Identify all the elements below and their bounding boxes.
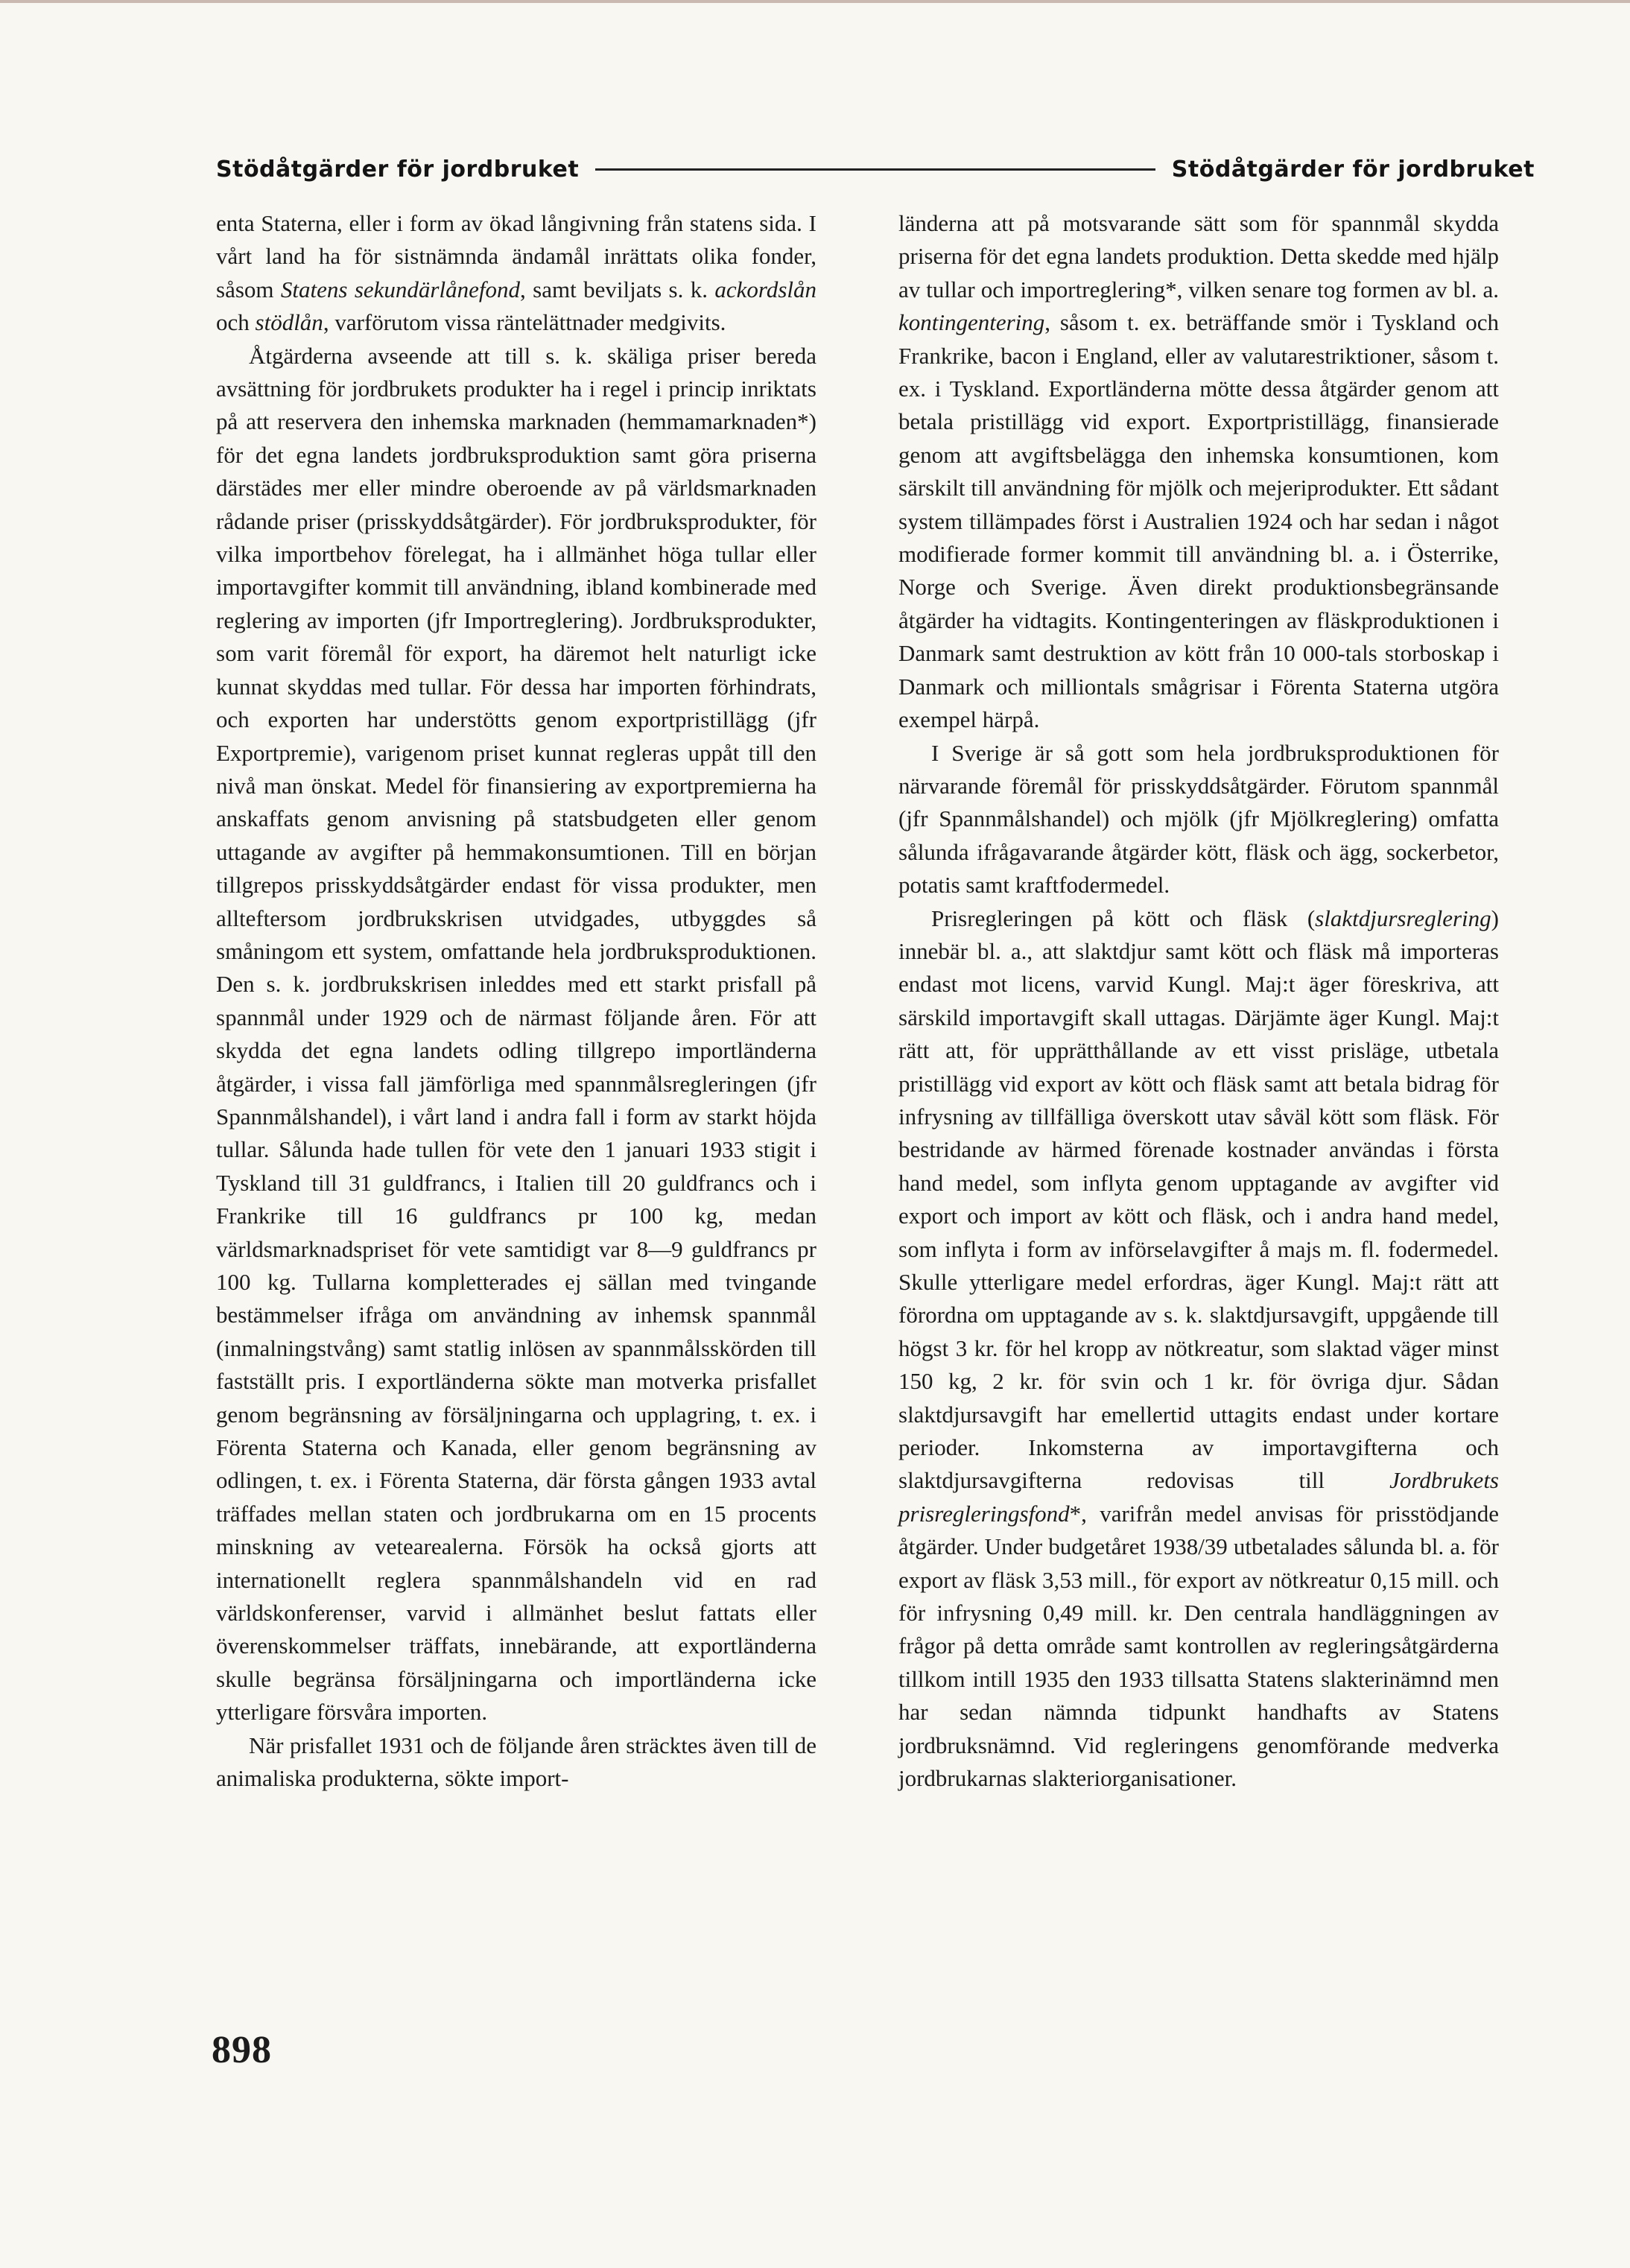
page-number: 898 [212, 2029, 272, 2071]
italic-term: stödlån [255, 309, 323, 336]
italic-term: Jordbrukets prisregleringsfond [898, 1467, 1499, 1527]
right-paragraph-2: I Sverige är så gott som hela jordbruksproduktionen för närvarande föremål för prisskyddsåtgärder. Förutom spannmål (jfr Spannmålshandel) och mjölk (jfr Mjölkreglering) omfatta sålunda ifrågavarande åtgärder kött, fläsk och ägg, sockerbetor, potatis samt kraftfodermedel. [898, 739, 1499, 899]
italic-term: Statens sekundärlånefond [280, 276, 520, 302]
left-column [216, 207, 816, 1796]
italic-term: slaktdjursreglering [1315, 905, 1491, 931]
header-rule [595, 168, 1155, 171]
left-paragraph-1: enta Staterna, eller i form av ökad långivning från statens sida. I vårt land ha för sistnämnda ändamål inrättats olika fonder, såsom Statens sekundärlånefond, samt beviljats s. k. ackordslån och stödlån, varförutom vissa räntelättnader medgivits. [216, 210, 817, 336]
page-top-edge [0, 0, 1630, 3]
left-paragraph-3: När prisfallet 1931 och de följande åren sträcktes även till de animaliska produkterna, sökte import- [216, 1732, 816, 1792]
header-title-left: Stödåtgärder för jordbruket [216, 156, 580, 183]
italic-term: kontingentering [898, 309, 1045, 336]
right-column [898, 207, 1499, 1796]
running-header [216, 149, 1535, 189]
left-paragraph-2: Åtgärderna avseende att till s. k. skäliga priser bereda avsättning för jordbrukets produkter ha i regel i princip inriktats på att reservera den inhemska marknaden (hemmamarknaden*) för det egna landets jordbruksproduktion samt göra priserna därstädes mer eller mindre oberoende av på världsmarknaden rådande priser (prisskyddsåtgärder). För jordbruksprodukter, för vilka importbehov förelegat, ha i allmänhet höga tullar eller importavgifter kommit till användning, ibland kombinerade med reglering av importen (jfr Importreglering). Jordbruksprodukter, som varit föremål för export, ha däremot helt naturligt icke kunnat skyddas med tullar. För dessa har importen förhindrats, och exporten har understötts genom exportpristillägg (jfr Exportpremie), varigenom priset kunnat regleras uppåt till den nivå man önskat. Medel för finansiering av exportpremierna ha anskaffats genom anvisning på statsbudgeten eller genom uttagande av avgifter på hemmakonsumtionen. Till en början tillgrepos prisskyddsåtgärder endast för vissa produkter, men allteftersom jordbrukskrisen utvidgades, utbyggdes så småningom ett system, omfattande hela jordbruksproduktionen. Den s. k. jordbrukskrisen inleddes med ett starkt prisfall på spannmål under 1929 och de närmast följande åren. För att skydda det egna landets odling tillgrepo importländerna åtgärder, i vissa fall jämförliga med spannmålsregleringen (jfr Spannmålshandel), i vårt land i andra fall i form av starkt höjda tullar. Sålunda hade tullen för vete den 1 januari 1933 stigit i Tyskland till 31 guldfrancs, i Italien till 20 guldfrancs och i Frankrike till 16 guldfrancs pr 100 kg, medan världsmarknadspriset för vete samtidigt var 8—9 guldfrancs pr 100 kg. Tullarna kompletterades ej sällan med tvingande bestämmelser ifråga om användning av inhemsk spannmål (inmalningstvång) samt statlig inlösen av spannmålsskörden till fastställt pris. I exportländerna sökte man motverka prisfallet genom begränsning av försäljningarna och upplagring, t. ex. i Förenta Staterna och Kanada, eller genom begränsning av odlingen, t. ex. i Förenta Staterna, där första gången 1933 avtal träffades mellan staten och jordbrukarna om en 15 procents minskning av vetearealerna. Försök ha också gjorts att internationellt reglera spannmålshandeln vid en rad världskonferenser, varvid i allmänhet beslut fattats eller överenskommelser träffats, innebärande, att exportländerna skulle begränsa försäljningarna och importländerna icke ytterligare försvåra importen. [216, 342, 816, 1726]
header-title-right: Stödåtgärder för jordbruket [1171, 156, 1535, 183]
right-paragraph-1: länderna att på motsvarande sätt som för spannmål skydda priserna för det egna landets produktion. Detta skedde med hjälp av tullar och importreglering*, vilken senare tog formen av bl. a. kontingentering, såsom t. ex. beträffande smör i Tyskland och Frankrike, bacon i England, eller av valutarestriktioner, såsom t. ex. i Tyskland. Exportländerna mötte dessa åtgärder genom att betala pristillägg vid export. Exportpristillägg, finansierade genom att avgiftsbelägga den inhemska konsumtionen, kom särskilt till användning för mjölk och mejeriprodukter. Ett sådant system tillämpades först i Australien 1924 och har sedan i något modifierade former kommit till användning bl. a. i Österrike, Norge och Sverige. Även direkt produktionsbegränsande åtgärder ha vidtagits. Kontingenteringen av fläskproduktionen i Danmark samt destruktion av kött från 10 000-tals storboskap i Danmark och milliontals smågrisar i Förenta Staterna utgöra exempel härpå. [898, 210, 1499, 733]
right-paragraph-3: Prisregleringen på kött och fläsk (slaktdjursreglering) innebär bl. a., att slaktdjur samt kött och fläsk må importeras endast mot licens, varvid Kungl. Maj:t äger föreskriva, att särskild importavgift skall uttagas. Därjämte äger Kungl. Maj:t rätt att, för upprätthållande av ett visst prisläge, utbetala pristillägg vid export av kött och fläsk samt att betala bidrag för infrysning av tillfälliga överskott utav såväl kött som fläsk. För bestridande av härmed förenade kostnader användas i första hand medel, som inflyta genom upptagande av avgifter vid export och import av kött och fläsk, och i andra hand medel, som inflyta i form av införselavgifter å majs m. fl. fodermedel. Skulle ytterligare medel erfordras, äger Kungl. Maj:t rätt att förordna om upptagande av s. k. slaktdjursavgift, uppgående till högst 3 kr. för hel kropp av nötkreatur, som slaktad väger minst 150 kg, 2 kr. för svin och 1 kr. för övriga djur. Sådan slaktdjursavgift har emellertid uttagits endast under kortare perioder. Inkomsterna av importavgifterna och slaktdjursavgifterna redovisas till Jordbrukets prisregleringsfond*, varifrån medel anvisas för prisstödjande åtgärder. Under budgetåret 1938/39 utbetalades sålunda bl. a. för export av fläsk 3,53 mill., för export av nötkreatur 0,15 mill. och för infrysning 0,49 mill. kr. Den centrala handläggningen av frågor på detta område samt kontrollen av regleringsåtgärderna tillkom intill 1935 den 1933 tillsatta Statens slakterinämnd men har sedan nämnda tidpunkt handhafts av Statens jordbruksnämnd. Vid regleringens genomförande medverka jordbrukarnas slakteriorganisationer. [898, 905, 1499, 1792]
italic-term: ackordslån [714, 276, 817, 302]
